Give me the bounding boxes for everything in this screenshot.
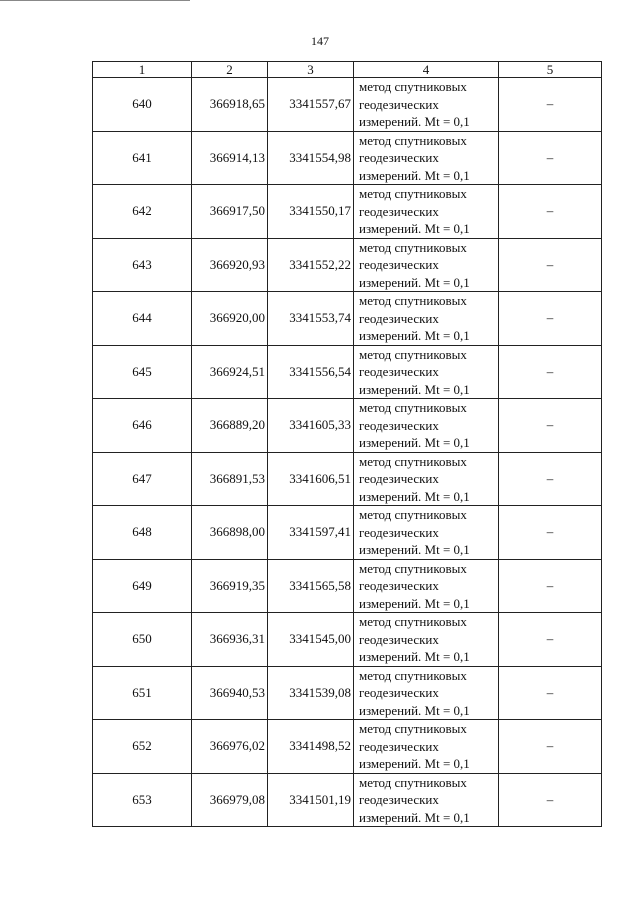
point-number-cell: 641 bbox=[93, 131, 192, 185]
y-coordinate-cell: 3341597,41 bbox=[268, 506, 354, 560]
note-cell: – bbox=[499, 452, 602, 506]
table-row bbox=[93, 185, 602, 239]
x-coordinate-cell: 366936,31 bbox=[192, 613, 268, 667]
method-text-line: измерений. Mt = 0,1 bbox=[359, 167, 470, 183]
column-header-2: 2 bbox=[192, 62, 268, 78]
method-text-line: геодезических bbox=[359, 150, 439, 165]
method-text-line: метод спутниковых bbox=[359, 132, 467, 148]
method-text-line: геодезических bbox=[359, 257, 439, 272]
method-cell bbox=[354, 345, 499, 399]
point-number-cell: 640 bbox=[93, 78, 192, 132]
point-number-cell: 648 bbox=[93, 506, 192, 560]
table-row bbox=[93, 292, 602, 346]
table-row bbox=[93, 720, 602, 774]
note-cell: – bbox=[499, 613, 602, 667]
method-cell bbox=[354, 78, 499, 132]
method-text-line: измерений. Mt = 0,1 bbox=[359, 435, 470, 450]
method-cell bbox=[354, 185, 499, 239]
note-cell: – bbox=[499, 345, 602, 399]
method-text-line: геодезических bbox=[359, 685, 439, 700]
note-cell: – bbox=[499, 78, 602, 132]
y-coordinate-cell: 3341606,51 bbox=[268, 452, 354, 506]
x-coordinate-cell: 366920,00 bbox=[192, 292, 268, 346]
x-coordinate-cell: 366979,08 bbox=[192, 773, 268, 827]
method-cell bbox=[354, 238, 499, 292]
note-cell: – bbox=[499, 720, 602, 774]
note-cell: – bbox=[499, 506, 602, 560]
y-coordinate-cell: 3341545,00 bbox=[268, 613, 354, 667]
x-coordinate-cell: 366914,13 bbox=[192, 131, 268, 185]
method-cell bbox=[354, 559, 499, 613]
table-row bbox=[93, 78, 602, 132]
method-text-line: измерений. Mt = 0,1 bbox=[359, 595, 470, 611]
method-text-line: метод спутниковых bbox=[359, 400, 467, 415]
method-text-line: измерений. Mt = 0,1 bbox=[359, 702, 470, 718]
method-text-line: геодезических bbox=[359, 310, 439, 326]
method-text-line: метод спутниковых bbox=[359, 560, 467, 576]
method-text-line: геодезических bbox=[359, 471, 439, 486]
method-text-line: измерений. Mt = 0,1 bbox=[359, 328, 470, 343]
x-coordinate-cell: 366898,00 bbox=[192, 506, 268, 560]
point-number-cell: 650 bbox=[93, 613, 192, 667]
y-coordinate-cell: 3341501,19 bbox=[268, 773, 354, 827]
method-text-line: геодезических bbox=[359, 524, 439, 540]
method-text-line: геодезических bbox=[359, 96, 439, 112]
method-cell bbox=[354, 452, 499, 506]
method-cell bbox=[354, 773, 499, 827]
method-text-line: измерений. Mt = 0,1 bbox=[359, 542, 470, 557]
column-header-3: 3 bbox=[268, 62, 354, 78]
method-text-line: измерений. Mt = 0,1 bbox=[359, 756, 470, 771]
method-text-line: метод спутниковых bbox=[359, 346, 467, 362]
note-cell: – bbox=[499, 131, 602, 185]
point-number-cell: 642 bbox=[93, 185, 192, 239]
x-coordinate-cell: 366889,20 bbox=[192, 399, 268, 453]
table-header-row bbox=[93, 62, 602, 78]
method-text-line: метод спутниковых bbox=[359, 667, 467, 683]
method-cell bbox=[354, 399, 499, 453]
method-text-line: измерений. Mt = 0,1 bbox=[359, 488, 470, 504]
x-coordinate-cell: 366917,50 bbox=[192, 185, 268, 239]
column-header-5: 5 bbox=[499, 62, 602, 78]
page-number: 147 bbox=[311, 34, 329, 48]
method-text-line: метод спутниковых bbox=[359, 507, 467, 522]
method-text-line: геодезических bbox=[359, 203, 439, 219]
method-text-line: геодезических bbox=[359, 417, 439, 433]
coordinates-table-body bbox=[93, 62, 602, 827]
method-cell bbox=[354, 292, 499, 346]
method-text-line: метод спутниковых bbox=[359, 79, 467, 94]
coordinates-table bbox=[92, 61, 602, 827]
y-coordinate-cell: 3341557,67 bbox=[268, 78, 354, 132]
method-text-line: геодезических bbox=[359, 364, 439, 379]
x-coordinate-cell: 366891,53 bbox=[192, 452, 268, 506]
table-row bbox=[93, 399, 602, 453]
y-coordinate-cell: 3341565,58 bbox=[268, 559, 354, 613]
point-number-cell: 647 bbox=[93, 452, 192, 506]
note-cell: – bbox=[499, 559, 602, 613]
note-cell: – bbox=[499, 292, 602, 346]
method-text-line: метод спутниковых bbox=[359, 453, 467, 469]
method-text-line: метод спутниковых bbox=[359, 186, 467, 201]
note-cell: – bbox=[499, 399, 602, 453]
table-row bbox=[93, 559, 602, 613]
point-number-cell: 652 bbox=[93, 720, 192, 774]
point-number-cell: 649 bbox=[93, 559, 192, 613]
y-coordinate-cell: 3341550,17 bbox=[268, 185, 354, 239]
method-text-line: измерений. Mt = 0,1 bbox=[359, 274, 470, 290]
method-text-line: геодезических bbox=[359, 578, 439, 593]
y-coordinate-cell: 3341553,74 bbox=[268, 292, 354, 346]
method-text-line: геодезических bbox=[359, 792, 439, 807]
method-text-line: измерений. Mt = 0,1 bbox=[359, 809, 470, 825]
method-text-line: измерений. Mt = 0,1 bbox=[359, 221, 470, 236]
method-text-line: метод спутниковых bbox=[359, 614, 467, 629]
column-header-1: 1 bbox=[93, 62, 192, 78]
x-coordinate-cell: 366924,51 bbox=[192, 345, 268, 399]
y-coordinate-cell: 3341605,33 bbox=[268, 399, 354, 453]
x-coordinate-cell: 366920,93 bbox=[192, 238, 268, 292]
y-coordinate-cell: 3341554,98 bbox=[268, 131, 354, 185]
method-text-line: метод спутниковых bbox=[359, 774, 467, 790]
method-cell bbox=[354, 613, 499, 667]
table-row bbox=[93, 131, 602, 185]
y-coordinate-cell: 3341552,22 bbox=[268, 238, 354, 292]
y-coordinate-cell: 3341539,08 bbox=[268, 666, 354, 720]
x-coordinate-cell: 366940,53 bbox=[192, 666, 268, 720]
table-row bbox=[93, 666, 602, 720]
x-coordinate-cell: 366976,02 bbox=[192, 720, 268, 774]
method-text-line: метод спутниковых bbox=[359, 721, 467, 736]
x-coordinate-cell: 366919,35 bbox=[192, 559, 268, 613]
method-text-line: метод спутниковых bbox=[359, 293, 467, 308]
column-header-4: 4 bbox=[354, 62, 499, 78]
point-number-cell: 643 bbox=[93, 238, 192, 292]
table-row bbox=[93, 506, 602, 560]
method-text-line: измерений. Mt = 0,1 bbox=[359, 649, 470, 664]
note-cell: – bbox=[499, 666, 602, 720]
table-row bbox=[93, 773, 602, 827]
y-coordinate-cell: 3341498,52 bbox=[268, 720, 354, 774]
point-number-cell: 653 bbox=[93, 773, 192, 827]
point-number-cell: 651 bbox=[93, 666, 192, 720]
method-cell bbox=[354, 666, 499, 720]
y-coordinate-cell: 3341556,54 bbox=[268, 345, 354, 399]
method-text-line: геодезических bbox=[359, 631, 439, 647]
method-text-line: измерений. Mt = 0,1 bbox=[359, 381, 470, 397]
top-divider-line bbox=[0, 0, 190, 1]
method-text-line: геодезических bbox=[359, 738, 439, 754]
table-row bbox=[93, 613, 602, 667]
method-text-line: измерений. Mt = 0,1 bbox=[359, 114, 470, 129]
x-coordinate-cell: 366918,65 bbox=[192, 78, 268, 132]
table-row bbox=[93, 452, 602, 506]
point-number-cell: 645 bbox=[93, 345, 192, 399]
method-cell bbox=[354, 720, 499, 774]
method-cell bbox=[354, 131, 499, 185]
note-cell: – bbox=[499, 238, 602, 292]
point-number-cell: 646 bbox=[93, 399, 192, 453]
method-cell bbox=[354, 506, 499, 560]
note-cell: – bbox=[499, 185, 602, 239]
point-number-cell: 644 bbox=[93, 292, 192, 346]
table-row bbox=[93, 345, 602, 399]
note-cell: – bbox=[499, 773, 602, 827]
table-row bbox=[93, 238, 602, 292]
method-text-line: метод спутниковых bbox=[359, 239, 467, 255]
